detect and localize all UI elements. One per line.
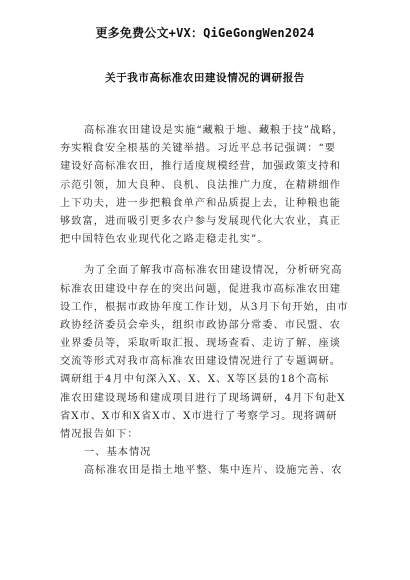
text-line: 高标准农田是指土地平整、集中连片、设施完善、农 (84, 465, 343, 477)
text-line: 上下功夫，进一步把粮食单产和品质提上去，让种粮也能 (60, 197, 341, 209)
text-line: 建设好高标准农田，推行适度规模经营，加强政策支持和 (60, 161, 341, 173)
section-heading: 一、基本情况 (84, 447, 152, 459)
text-line: 政协经济委员会牵头，组织市政协部分常委、市民盟、农 (60, 319, 341, 331)
text-line: 业界委员等，采取听取汇报、现场查看、走访了解、座谈 (60, 338, 341, 350)
watermark-text: 更多免费公文+VX：QiGeGongWen2024 (95, 26, 315, 40)
text-line: 够致富，进而吸引更多农户参与发展现代化大农业，真正 (60, 215, 341, 227)
text-line: 示范引领，加大良种、良机、良法推广力度，在精耕细作 (60, 179, 341, 191)
text-line: 标准农田建设中存在的突出问题，促进我市高标准农田建 (60, 283, 341, 295)
text-line: 高标准农田建设是实施“藏粮于地、藏粮于技”战略， (84, 125, 344, 136)
text-line: 交流等形式对我市高标准农田建设情况进行了专题调研。 (60, 356, 341, 368)
text-line: 准农田建设现场和建成项目进行了现场调研，4月下旬赴X (60, 392, 346, 404)
document-body (60, 122, 360, 481)
text-line: 调研组于4月中旬深入X、X、X、X等区县的18个高标 (60, 374, 330, 386)
paragraph-gap (60, 249, 360, 262)
paragraph-purpose (60, 262, 360, 444)
text-line: 夯实粮食安全根基的关键举措。习近平总书记强调：“要 (60, 143, 336, 155)
paragraph-intro (60, 122, 360, 249)
text-line: 把中国特色农业现代化之路走稳走扎实”。 (60, 234, 269, 246)
text-line: 省X市、X市和X省X市、X市进行了考察学习。现将调研 (60, 410, 338, 422)
document-title: 关于我市高标准农田建设情况的调研报告 (105, 72, 305, 84)
text-line: 设工作，根据市政协年度工作计划，从3月下旬开始，由市 (60, 301, 349, 313)
text-line: 情况报告如下： (60, 429, 139, 440)
text-line: 为了全面了解我市高标准农田建设情况，分析研究高 (84, 265, 343, 277)
